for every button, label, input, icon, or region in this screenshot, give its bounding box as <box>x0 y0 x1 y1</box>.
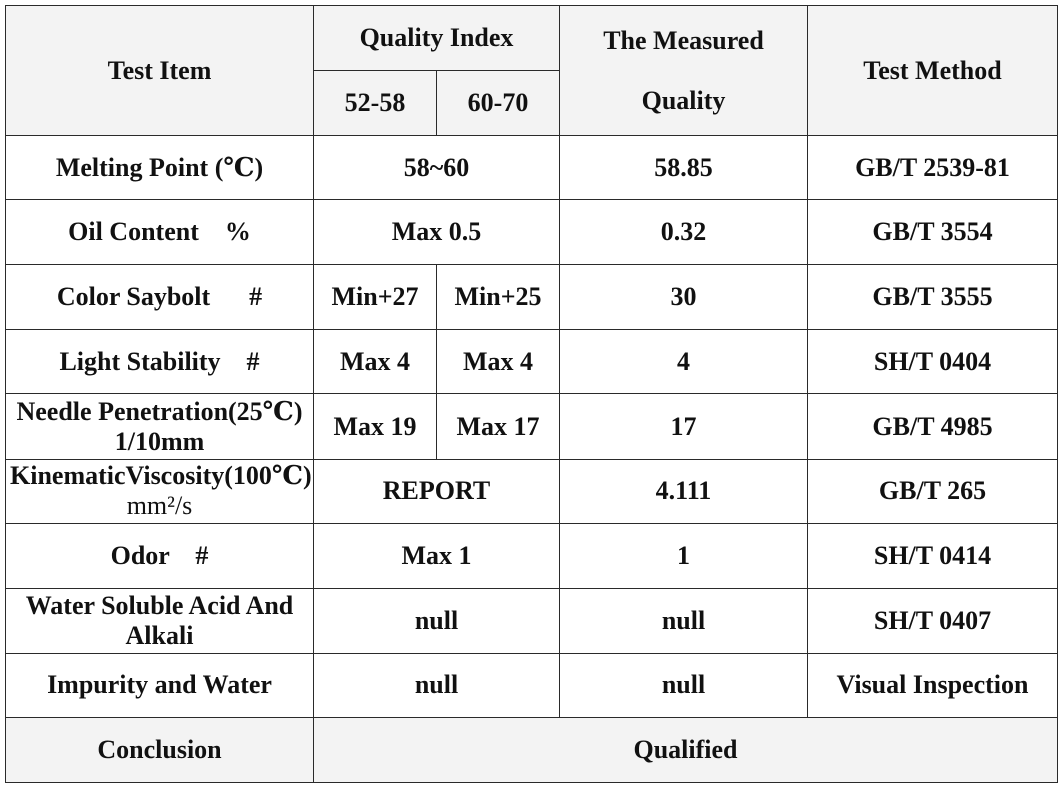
item-line1: KinematicViscosity(100℃) <box>10 461 312 491</box>
cell-measured: 17 <box>560 394 808 459</box>
table-row-impurity-water <box>6 653 1058 717</box>
cell-test-method: GB/T 4985 <box>808 394 1058 459</box>
item-line1: Water Soluble Acid And <box>25 590 294 620</box>
table-row-odor <box>6 523 1058 588</box>
cell-quality-index: null <box>314 588 560 653</box>
cell-index-52-58: Min+27 <box>314 265 437 330</box>
cell-measured: 58.85 <box>560 136 808 200</box>
cell-test-item: Melting Point (℃) <box>6 136 314 200</box>
cell-quality-index: REPORT <box>314 459 560 523</box>
cell-measured: 30 <box>560 265 808 330</box>
cell-quality-index: null <box>314 653 560 717</box>
cell-test-item: Impurity and Water <box>6 653 314 717</box>
conclusion-value: Qualified <box>314 717 1058 782</box>
item-line2: 1/10mm <box>114 426 205 456</box>
cell-test-item: Color Saybolt # <box>6 265 314 330</box>
cell-test-method: SH/T 0414 <box>808 523 1058 588</box>
cell-index-52-58: Max 4 <box>314 330 437 394</box>
item-line2: mm²/s <box>126 491 193 521</box>
cell-test-method: SH/T 0404 <box>808 330 1058 394</box>
header-measured-quality <box>560 6 808 136</box>
cell-measured: 4.111 <box>560 459 808 523</box>
cell-test-method: GB/T 2539-81 <box>808 136 1058 200</box>
table-row-oil-content <box>6 200 1058 265</box>
cell-index-52-58: Max 19 <box>314 394 437 459</box>
cell-measured: 0.32 <box>560 200 808 265</box>
header-grade-60-70: 60-70 <box>437 71 560 136</box>
table-row-color-saybolt <box>6 265 1058 330</box>
item-line1: Needle Penetration(25℃) <box>16 396 303 426</box>
table-row-needle-penetration <box>6 394 1058 459</box>
cell-measured: null <box>560 588 808 653</box>
quality-spec-table <box>5 5 1058 783</box>
cell-index-60-70: Max 17 <box>437 394 560 459</box>
cell-test-item: Odor # <box>6 523 314 588</box>
cell-test-item: Oil Content % <box>6 200 314 265</box>
cell-index-60-70: Min+25 <box>437 265 560 330</box>
header-measured-line1: The Measured <box>603 25 764 55</box>
table-row-melting-point <box>6 136 1058 200</box>
header-measured-line2: Quality <box>641 85 726 115</box>
cell-test-method: GB/T 265 <box>808 459 1058 523</box>
cell-quality-index: 58~60 <box>314 136 560 200</box>
table-header-row <box>6 6 1058 71</box>
cell-measured: 4 <box>560 330 808 394</box>
cell-test-method: GB/T 3555 <box>808 265 1058 330</box>
cell-measured: null <box>560 653 808 717</box>
cell-test-method: Visual Inspection <box>808 653 1058 717</box>
cell-test-item <box>6 459 314 523</box>
cell-index-60-70: Max 4 <box>437 330 560 394</box>
table-row-kinematic-viscosity <box>6 459 1058 523</box>
cell-quality-index: Max 0.5 <box>314 200 560 265</box>
cell-test-item <box>6 588 314 653</box>
cell-measured: 1 <box>560 523 808 588</box>
cell-test-method: SH/T 0407 <box>808 588 1058 653</box>
header-quality-index: Quality Index <box>314 6 560 71</box>
item-line2: Alkali <box>125 620 194 650</box>
cell-test-item <box>6 394 314 459</box>
cell-test-method: GB/T 3554 <box>808 200 1058 265</box>
header-test-method: Test Method <box>808 6 1058 136</box>
header-grade-52-58: 52-58 <box>314 71 437 136</box>
table-row-light-stability <box>6 330 1058 394</box>
header-test-item: Test Item <box>6 6 314 136</box>
conclusion-label: Conclusion <box>6 717 314 782</box>
cell-test-item: Light Stability # <box>6 330 314 394</box>
table-row-conclusion <box>6 717 1058 782</box>
cell-quality-index: Max 1 <box>314 523 560 588</box>
table-row-water-soluble <box>6 588 1058 653</box>
